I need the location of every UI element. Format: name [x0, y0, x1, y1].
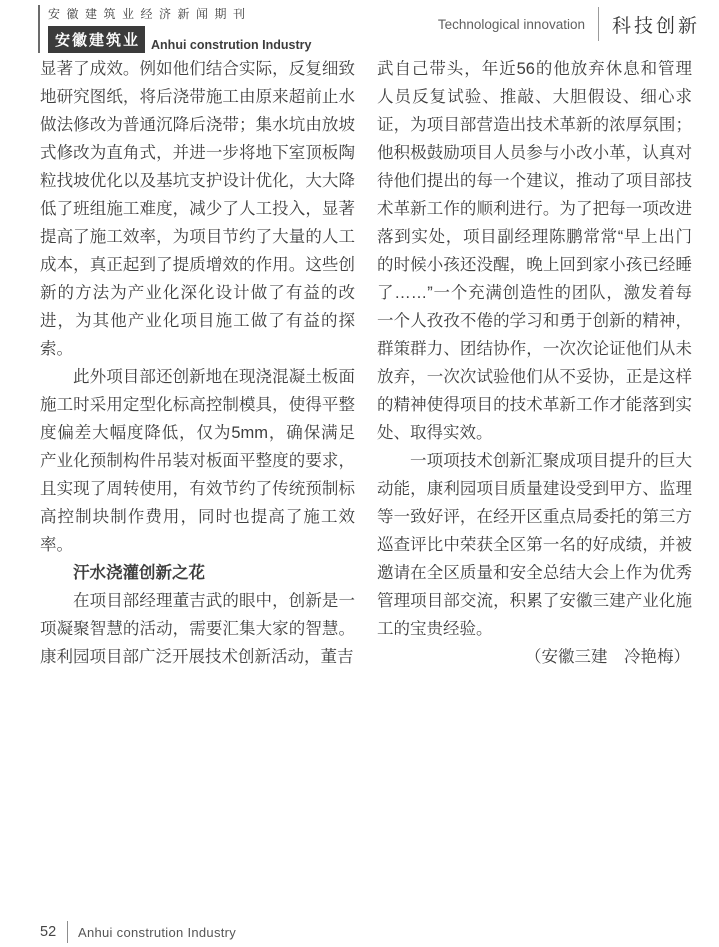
section-title-chinese: 科技创新	[611, 15, 700, 37]
section-title-english: Technological innovation	[437, 16, 585, 32]
footer-journal-name: Anhui constrution Industry	[78, 924, 237, 940]
article-paragraph: 一项项技术创新汇聚成项目提升的巨大动能，康利园项目质量建设受到甲方、监理等一致好评，在经开区重点局委托的第三方巡查评比中荣获全区第一名的好成绩，并被邀请在全区质量和安全总结大会上作为优秀管理项目部交流，积累了安徽三建产业化施工的宝贵经验。	[377, 452, 692, 638]
journal-logo	[48, 26, 311, 53]
section-subheading: 汗水浇灌创新之花	[73, 564, 205, 582]
article-paragraph: 此外项目部还创新地在现浇混凝土板面施工时采用定型化标高控制模具，使得平整度偏差大幅度降低，仅为5mm，确保满足产业化预制构件吊装对板面平整度的要求，且实现了周转使用，有效节约了传统预制标高控制块制作费用，同时也提高了施工效率。	[40, 368, 355, 554]
page-footer	[40, 921, 236, 943]
journal-logo-english: Anhui constrution Industry	[151, 38, 312, 52]
article-paragraph: 显著了成效。例如他们结合实际，反复细致地研究图纸，将后浇带施工由原来超前止水做法修改为普通沉降后浇带；集水坑由放坡式修改为直角式，并进一步将地下室顶板陶粒找坡优化以及基坑支护设计优化，大大降低了班组施工难度，减少了人工投入，显著提高了施工效率，为项目节约了大量的人工成本，真正起到了提质增效的作用。这些创新的方法为产业化深化设计做了有益的改进，为其他产业化项目施工做了有益的探索。	[40, 60, 355, 358]
article-byline: （安徽三建 冷艳梅）	[525, 648, 690, 666]
section-header	[438, 6, 700, 42]
header-left-block	[38, 5, 311, 53]
footer-divider	[67, 921, 68, 943]
article-paragraph: 在项目部经理董吉武的眼中，创新是一项凝聚智慧的活动，需要汇集大家的智慧。康利园项目部广泛开展技术创新活动，董吉	[40, 592, 355, 666]
journal-logo-box: 安徽建筑业	[48, 26, 145, 53]
journal-subtitle: 安徽建筑业经济新闻期刊	[48, 7, 252, 21]
header-divider	[598, 7, 599, 41]
page-number: 52	[40, 924, 57, 940]
article-body	[40, 55, 692, 671]
article-paragraph: 武自己带头，年近56的他放弃休息和管理人员反复试验、推敲、大胆假设、细心求证，为项目部营造出技术革新的浓厚氛围；他积极鼓励项目人员参与小改小革，认真对待他们提出的每一个建议，推动了项目部技术革新工作的顺利进行。为了把每一项改进落到实处，项目副经理陈鹏常常“早上出门的时候小孩还没醒，晚上回到家小孩已经睡了……”一个充满创造性的团队，激发着每一个人孜孜不倦的学习和勇于创新的精神，群策群力、团结协作，一次次论证他们从未放弃，一次次试验他们从不妥协，正是这样的精神使得项目的技术革新工作才能落到实处、取得实效。	[377, 60, 692, 442]
right-column	[377, 55, 692, 671]
left-column	[40, 55, 355, 671]
